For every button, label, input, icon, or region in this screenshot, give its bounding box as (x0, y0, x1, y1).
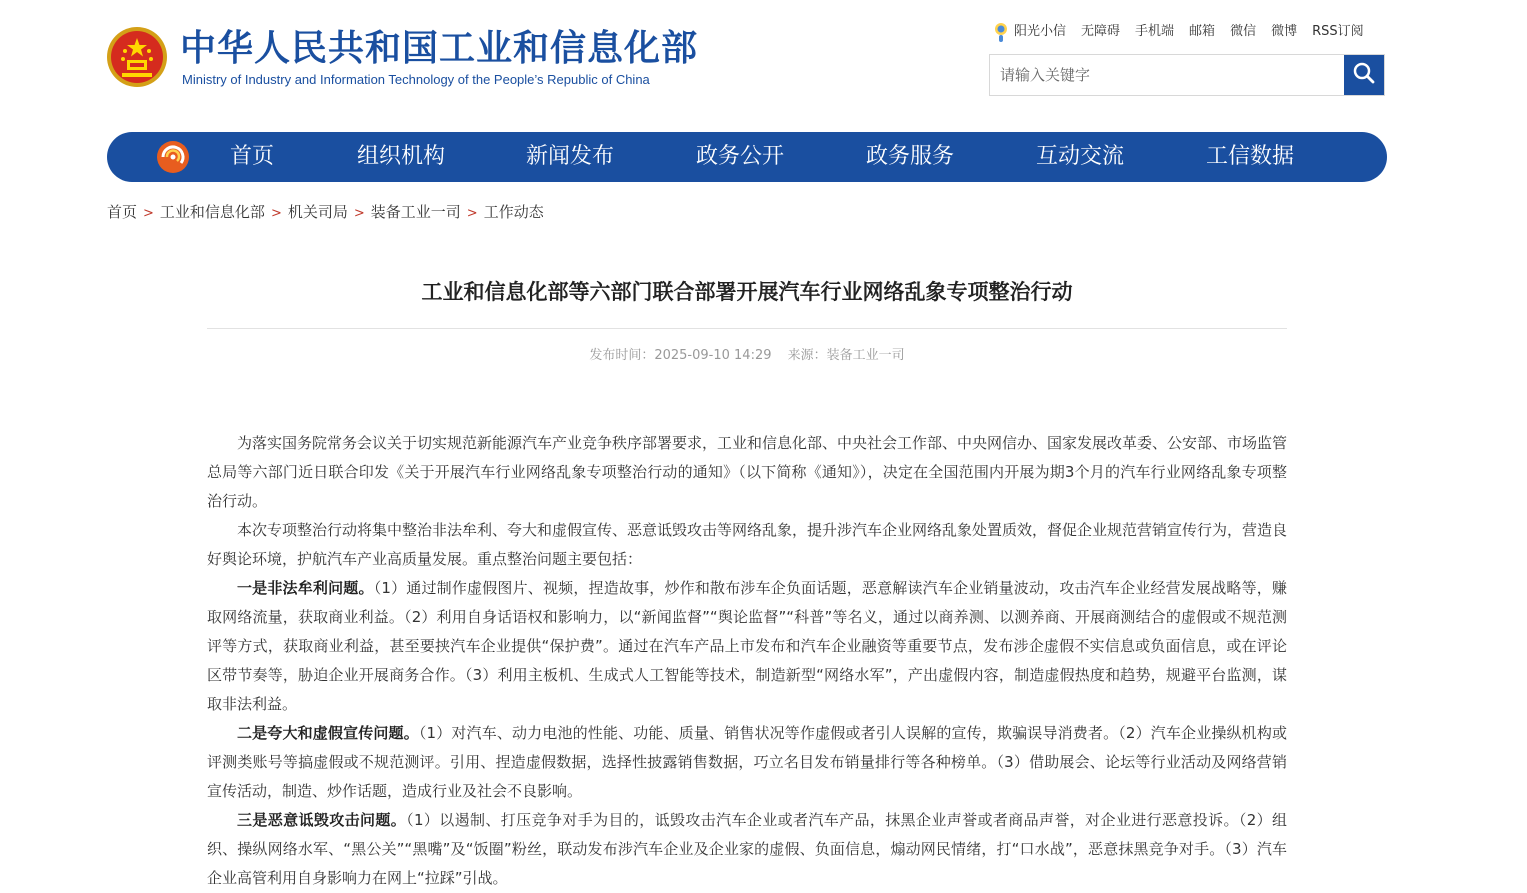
link-wechat[interactable]: 微信 (1230, 24, 1257, 39)
article-title: 工业和信息化部等六部门联合部署开展汽车行业网络乱象专项整治行动 (421, 280, 1073, 304)
paragraph-4 (207, 719, 1287, 806)
paragraph-5-text: （1）以遏制、打压竞争对手为目的，诋毁攻击汽车企业或者汽车产品，抹黑企业声誉或者商品声誉，对企业进行恶意投诉。（2）组织、操纵网络水军、“黑公关”“黑嘴”及“饭圈”粉丝，联动发布涉汽车企业及企业家的虚假、负面信息，煽动网民情绪，打“口水战”，恶意抹黑竞争对手。（3）汽车企业高管利用自身影响力在网上“拉踩”引战。 (207, 811, 1287, 887)
paragraph-3-heading: 一是非法牟利问题。 (237, 579, 374, 597)
breadcrumb-home[interactable]: 首页 (107, 203, 138, 221)
publish-time: 发布时间：2025-09-10 14:29 (589, 348, 772, 363)
national-emblem (106, 26, 168, 88)
link-rss[interactable]: RSS订阅 (1312, 24, 1364, 39)
search-box (989, 54, 1385, 96)
paragraph-5 (207, 806, 1287, 893)
article-body (207, 429, 1287, 893)
site-subtitle: Ministry of Industry and Information Technology of the People’s Republic of China (182, 72, 650, 87)
nav-organization[interactable]: 组织机构 (357, 144, 446, 169)
nav-data[interactable]: 工信数据 (1206, 144, 1295, 169)
main-nav (107, 132, 1387, 182)
nav-news[interactable]: 新闻发布 (526, 144, 615, 169)
nav-government-affairs[interactable]: 政务公开 (696, 144, 785, 169)
breadcrumb-departments[interactable]: 机关司局 (287, 203, 348, 221)
link-weibo[interactable]: 微博 (1271, 24, 1298, 39)
link-mobile[interactable]: 手机端 (1135, 24, 1175, 39)
title-divider (207, 328, 1287, 329)
link-mail[interactable]: 邮箱 (1189, 24, 1216, 39)
search-button[interactable] (1344, 55, 1384, 95)
breadcrumb-miit[interactable]: 工业和信息化部 (159, 203, 265, 221)
article-source: 来源：装备工业一司 (787, 348, 905, 363)
link-accessibility[interactable]: 无障碍 (1081, 24, 1121, 39)
search-input[interactable] (990, 55, 1342, 95)
link-yangguang[interactable]: 阳光小信 (1014, 24, 1067, 39)
paragraph-4-heading: 二是夸大和虚假宣传问题。 (237, 724, 419, 742)
breadcrumb-separator: > (466, 206, 478, 221)
breadcrumb-separator: > (270, 206, 282, 221)
breadcrumb-work-news[interactable]: 工作动态 (483, 203, 544, 221)
paragraph-1: 为落实国务院常务会议关于切实规范新能源汽车产业竞争秩序部署要求，工业和信息化部、中央社会工作部、中央网信办、国家发展改革委、公安部、市场监管总局等六部门近日联合印发《关于开展汽车行业网络乱象专项整治行动的通知》（以下简称《通知》），决定在全国范围内开展为期3个月的汽车行业网络乱象专项整治行动。 (207, 434, 1288, 510)
site-title: 中华人民共和国工业和信息化部 (180, 28, 699, 69)
nav-services[interactable]: 政务服务 (866, 144, 955, 169)
search-icon (1352, 61, 1376, 89)
breadcrumb (107, 201, 544, 225)
article-meta (207, 346, 1287, 366)
breadcrumb-separator: > (143, 206, 154, 221)
nav-home[interactable]: 首页 (230, 144, 275, 169)
breadcrumb-equipment-dept[interactable]: 装备工业一司 (370, 203, 461, 221)
paragraph-3-text: （1）通过制作虚假图片、视频，捏造故事，炒作和散布涉车企负面话题，恶意解读汽车企业销量波动，攻击汽车企业经营发展战略等，赚取网络流量，获取商业利益。（2）利用自身话语权和影响力，以“新闻监督”“舆论监督”“科普”等名义，通过以商养测、以测养商、开展商测结合的虚假或不规范测评等方式，获取商业利益，甚至要挟汽车企业提供“保护费”。通过在汽车产品上市发布和汽车企业融资等重要节点，发布涉企虚假不实信息或负面信息，或在评论区带节奏等，胁迫企业开展商务合作。（3）利用主板机、生成式人工智能等技术，制造新型“网络水军”，产出虚假内容，制造虚假热度和趋势，规避平台监测，谋取非法利益。 (207, 579, 1287, 713)
paragraph-2: 本次专项整治行动将集中整治非法牟利、夸大和虚假宣传、恶意诋毁攻击等网络乱象，提升涉汽车企业网络乱象处置质效，督促企业规范营销宣传行为，营造良好舆论环境，护航汽车产业高质量发展。重点整治问题主要包括： (207, 521, 1288, 568)
nav-logo-icon (155, 139, 191, 175)
sun-mascot-icon (992, 21, 1010, 43)
nav-interaction[interactable]: 互动交流 (1036, 144, 1125, 169)
paragraph-5-heading: 三是恶意诋毁攻击问题。 (237, 811, 407, 829)
paragraph-4-text: （1）对汽车、动力电池的性能、功能、质量、销售状况等作虚假或者引人误解的宣传，欺骗误导消费者。（2）汽车企业操纵机构或评测类账号等搞虚假或不规范测评。引用、捏造虚假数据，选择性披露销售数据，巧立名目发布销量排行等各种榜单。（3）借助展会、论坛等行业活动及网络营销宣传活动，制造、炒作话题，造成行业及社会不良影响。 (207, 724, 1287, 800)
breadcrumb-separator: > (353, 206, 365, 221)
top-links (992, 21, 1364, 43)
paragraph-3 (207, 574, 1287, 719)
